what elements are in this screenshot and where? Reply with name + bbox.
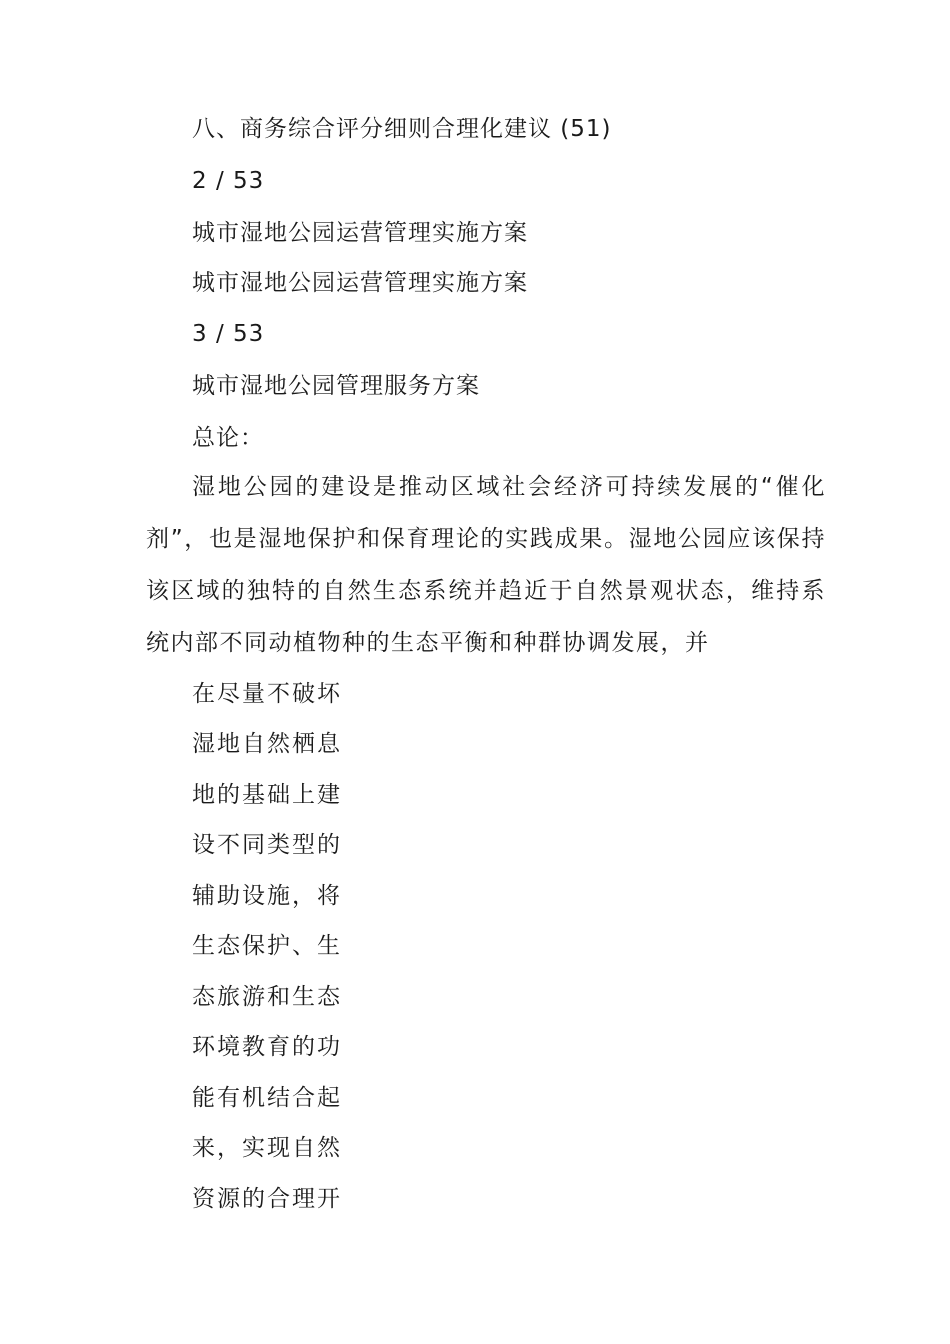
toc-entry-8: 八、商务综合评分细则合理化建议 (51)	[192, 116, 612, 142]
list-item: 能有机结合起	[192, 1085, 342, 1111]
body-paragraph: 湿地公园的建设是推动区域社会经济可持续发展的“催化剂”，也是湿地保护和保育理论的实践成果。湿地公园应该保持该区域的独特的自然生态系统并趋近于自然景观状态，维持系统内部不同动植物种的生态平衡和种群协调发展，并	[146, 474, 826, 656]
heading-title: 城市湿地公园运营管理实施方案	[192, 220, 528, 246]
list-item: 设不同类型的	[192, 832, 342, 858]
list-item: 来，实现自然	[192, 1135, 342, 1161]
list-item: 生态保护、生	[192, 933, 342, 959]
list-item: 地的基础上建	[192, 782, 342, 808]
list-item: 资源的合理开	[192, 1186, 342, 1212]
page-number: 3 / 53	[192, 321, 265, 347]
page-number: 2 / 53	[192, 168, 265, 194]
list-item: 湿地自然栖息	[192, 731, 342, 757]
heading-title: 城市湿地公园管理服务方案	[192, 373, 480, 399]
list-item: 辅助设施，将	[192, 883, 342, 909]
list-item: 态旅游和生态	[192, 984, 342, 1010]
list-item: 环境教育的功	[192, 1034, 342, 1060]
list-item: 在尽量不破坏	[192, 681, 342, 707]
section-heading: 总论：	[192, 425, 264, 451]
heading-title: 城市湿地公园运营管理实施方案	[192, 270, 528, 296]
